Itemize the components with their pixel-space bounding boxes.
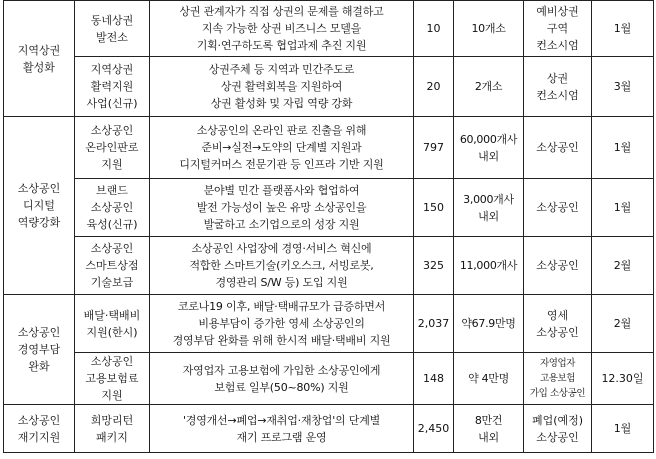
table-row xyxy=(4,57,654,117)
table-row xyxy=(4,405,654,453)
month-cell: 12.30일 xyxy=(592,353,654,405)
budget-cell: 10 xyxy=(414,1,454,57)
target-cell: 예비상권 구역 컨소시엄 xyxy=(524,1,592,57)
program-name-cell: 소상공인 고용보험료 지원 xyxy=(75,353,150,405)
description-cell: '경영개선→폐업→재취업·재창업'의 단계별 재기 프로그램 운영 xyxy=(150,405,414,453)
target-cell: 소상공인 xyxy=(524,237,592,295)
description-cell: 자영업자 고용보험에 가입한 소상공인에게 보험료 일부(50~80%) 지원 xyxy=(150,353,414,405)
budget-cell: 2,450 xyxy=(414,405,454,453)
description-cell: 소상공인 사업장에 경영·서비스 혁신에 적합한 스마트기술(키오스크, 서빙로봇, 경영관리 S/W 등) 도입 지원 xyxy=(150,237,414,295)
table-row xyxy=(4,1,654,57)
category-cell: 소상공인 경영부담 완화 xyxy=(4,295,75,405)
table-row xyxy=(4,353,654,405)
description-cell: 상권 관계자가 직접 상권의 문제를 해결하고 지속 가능한 상권 비즈니스 모델을 기획·연구하도록 협업과제 추진 지원 xyxy=(150,1,414,57)
program-name-cell: 브랜드 소상공인 육성(신규) xyxy=(75,179,150,237)
month-cell: 3월 xyxy=(592,57,654,117)
month-cell: 1월 xyxy=(592,1,654,57)
month-cell: 2월 xyxy=(592,295,654,353)
scale-cell: 11,000개사 xyxy=(454,237,524,295)
table-row xyxy=(4,117,654,179)
target-cell: 소상공인 xyxy=(524,117,592,179)
target-cell: 자영업자 고용보험 가입 소상공인 xyxy=(524,353,592,405)
scale-cell: 약67.9만명 xyxy=(454,295,524,353)
program-name-cell: 희망리턴 패키지 xyxy=(75,405,150,453)
month-cell: 2월 xyxy=(592,237,654,295)
description-cell: 상권주체 등 지역과 민간주도로 상권 활력회복을 지원하여 상권 활성화 및 자립 역량 강화 xyxy=(150,57,414,117)
description-cell: 분야별 민간 플랫폼사와 협업하여 발전 가능성이 높은 유망 소상공인을 발굴하고 소기업으로의 성장 지원 xyxy=(150,179,414,237)
target-cell: 상권 컨소시엄 xyxy=(524,57,592,117)
target-cell: 폐업(예정) 소상공인 xyxy=(524,405,592,453)
program-table xyxy=(3,0,654,453)
budget-cell: 797 xyxy=(414,117,454,179)
scale-cell: 10개소 xyxy=(454,1,524,57)
budget-cell: 325 xyxy=(414,237,454,295)
program-name-cell: 배달·택배비 지원(한시) xyxy=(75,295,150,353)
category-cell: 소상공인 재기지원 xyxy=(4,405,75,453)
description-cell: 소상공인의 온라인 판로 진출을 위해 준비→실전→도약의 단계별 지원과 디지털커머스 전문기관 등 인프라 기반 지원 xyxy=(150,117,414,179)
month-cell: 1월 xyxy=(592,405,654,453)
scale-cell: 60,000개사 내외 xyxy=(454,117,524,179)
budget-cell: 2,037 xyxy=(414,295,454,353)
program-name-cell: 동네상권 발전소 xyxy=(75,1,150,57)
target-cell: 영세 소상공인 xyxy=(524,295,592,353)
description-cell: 코로나19 이후, 배달·택배규모가 급증하면서 비용부담이 증가한 영세 소상공인의 경영부담 완화를 위해 한시적 배달·택배비 지원 xyxy=(150,295,414,353)
target-cell: 소상공인 xyxy=(524,179,592,237)
program-name-cell: 소상공인 온라인판로 지원 xyxy=(75,117,150,179)
scale-cell: 2개소 xyxy=(454,57,524,117)
budget-cell: 148 xyxy=(414,353,454,405)
scale-cell: 8만건 내외 xyxy=(454,405,524,453)
category-cell: 지역상권 활성화 xyxy=(4,1,75,117)
month-cell: 1월 xyxy=(592,179,654,237)
table-row xyxy=(4,237,654,295)
program-name-cell: 지역상권 활력지원 사업(신규) xyxy=(75,57,150,117)
budget-cell: 20 xyxy=(414,57,454,117)
table-row xyxy=(4,295,654,353)
table-row xyxy=(4,179,654,237)
program-name-cell: 소상공인 스마트상점 기술보급 xyxy=(75,237,150,295)
month-cell: 1월 xyxy=(592,117,654,179)
scale-cell: 약 4만명 xyxy=(454,353,524,405)
category-cell: 소상공인 디지털 역량강화 xyxy=(4,117,75,295)
budget-cell: 150 xyxy=(414,179,454,237)
scale-cell: 3,000개사 내외 xyxy=(454,179,524,237)
